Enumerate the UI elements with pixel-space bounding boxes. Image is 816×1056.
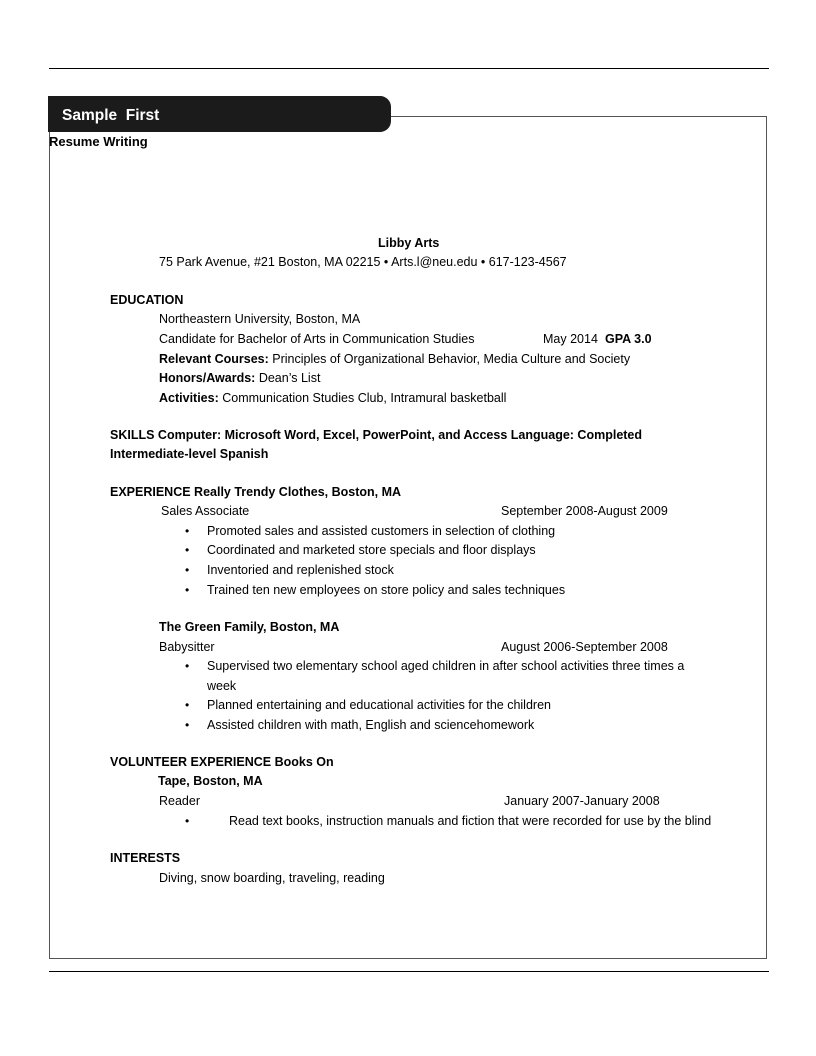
activities-label: Activities: [159, 391, 219, 405]
bullet-icon: • [185, 659, 190, 673]
bullet-icon: • [185, 814, 190, 828]
education-date: May 2014 [543, 332, 598, 346]
bullet-icon: • [185, 698, 190, 712]
interests-text: Diving, snow boarding, traveling, reading [159, 871, 385, 885]
job1-bullet-1: Promoted sales and assisted customers in selection of clothing [207, 524, 556, 538]
bottom-rule [49, 971, 769, 972]
skills-line-1: SKILLS Computer: Microsoft Word, Excel, PowerPoint, and Access Language: Completed [110, 428, 643, 442]
education-courses [159, 352, 630, 366]
volunteer-bullet: Read text books, instruction manuals and fiction that were recorded for use by the blind [229, 814, 712, 828]
job2-bullet-3: Assisted children with math, English and sciencehomework [207, 718, 535, 732]
education-honors [159, 371, 320, 385]
volunteer-title: Reader [159, 794, 200, 808]
honors-value: Dean’s List [258, 371, 321, 385]
job1-bullet-4: Trained ten new employees on store policy and sales techniques [207, 583, 566, 597]
tab-title: Sample First [62, 107, 160, 124]
job1-bullet-3: Inventoried and replenished stock [207, 563, 394, 577]
job2-bullet-1-cont: week [207, 679, 237, 693]
volunteer-dates: January 2007-January 2008 [504, 794, 660, 808]
bullet-icon: • [185, 583, 190, 597]
job2-bullet-1: Supervised two elementary school aged children in after school activities three times a [207, 659, 685, 673]
bullet-icon: • [185, 524, 190, 538]
bullet-icon: • [185, 543, 190, 557]
applicant-name: Libby Arts [378, 236, 440, 250]
interests-heading: INTERESTS [110, 851, 181, 865]
job1-bullet-2: Coordinated and marketed store specials and floor displays [207, 543, 536, 557]
education-gpa: GPA 3.0 [605, 332, 652, 346]
job1-title: Sales Associate [161, 504, 250, 518]
experience-heading: EXPERIENCE Really Trendy Clothes, Boston, MA [110, 485, 402, 499]
honors-label: Honors/Awards: [159, 371, 256, 385]
job2-org: The Green Family, Boston, MA [159, 620, 340, 634]
education-activities [159, 391, 506, 405]
education-heading: EDUCATION [110, 293, 184, 307]
bullet-icon: • [185, 563, 190, 577]
volunteer-heading: VOLUNTEER EXPERIENCE Books On [110, 755, 334, 769]
courses-label: Relevant Courses: [159, 352, 269, 366]
education-degree: Candidate for Bachelor of Arts in Communication Studies [159, 332, 475, 346]
bullet-icon: • [185, 718, 190, 732]
activities-value: Communication Studies Club, Intramural basketball [222, 391, 507, 405]
top-rule [49, 68, 769, 69]
courses-value: Principles of Organizational Behavior, Media Culture and Society [272, 352, 631, 366]
job2-bullet-2: Planned entertaining and educational activities for the children [207, 698, 551, 712]
contact-line: 75 Park Avenue, #21 Boston, MA 02215 • Arts.l@neu.edu • 617-123-4567 [159, 255, 567, 269]
job2-title: Babysitter [159, 640, 215, 654]
volunteer-org: Tape, Boston, MA [158, 774, 263, 788]
skills-line-2: Intermediate-level Spanish [110, 447, 269, 461]
job1-dates: September 2008-August 2009 [501, 504, 668, 518]
subtitle: Resume Writing [49, 134, 148, 149]
education-school: Northeastern University, Boston, MA [159, 312, 361, 326]
job2-dates: August 2006-September 2008 [501, 640, 668, 654]
